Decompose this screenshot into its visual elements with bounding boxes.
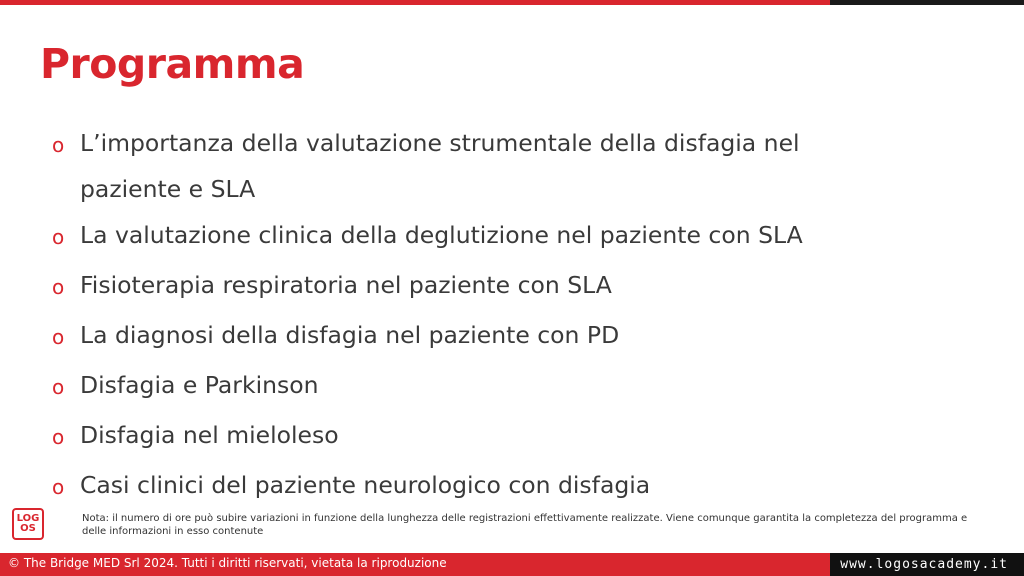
footer-bar <box>0 553 830 576</box>
circle-bullet-icon: o <box>52 375 65 399</box>
logo-text-line2: OS <box>20 523 36 534</box>
list-item <box>52 262 952 312</box>
circle-bullet-icon: o <box>52 133 65 157</box>
list-item <box>52 120 952 212</box>
agenda-item-text: La diagnosi della disfagia nel paziente con PD <box>80 321 620 349</box>
copyright-text: © The Bridge MED Srl 2024. Tutti i diritti riservati, vietata la riproduzione <box>8 556 447 570</box>
circle-bullet-icon: o <box>52 475 65 499</box>
website-link[interactable]: www.logosacademy.it <box>840 557 1008 572</box>
logo-text-line1: LOG <box>16 513 40 524</box>
circle-bullet-icon: o <box>52 275 65 299</box>
circle-bullet-icon: o <box>52 425 65 449</box>
disclaimer-note: Nota: il numero di ore può subire variazioni in funzione della lunghezza delle registrazioni effettivamente realizzate. Viene comunque garantita la completezza del programma e delle informazioni in esso contenute <box>82 513 968 537</box>
agenda-item-text: La valutazione clinica della deglutizione nel paziente con SLA <box>80 221 803 249</box>
logos-logo <box>12 508 44 540</box>
agenda-item-text: L’importanza della valutazione strumentale della disfagia nel paziente e SLA <box>80 129 800 203</box>
agenda-item-text: Disfagia nel mieloleso <box>80 421 339 449</box>
circle-bullet-icon: o <box>52 225 65 249</box>
list-item <box>52 212 952 262</box>
agenda-item-text: Fisioterapia respiratoria nel paziente con SLA <box>80 271 612 299</box>
agenda-item-text: Disfagia e Parkinson <box>80 371 319 399</box>
footer-website-bar <box>830 553 1024 576</box>
agenda-item-text: Casi clinici del paziente neurologico con disfagia <box>80 471 651 499</box>
agenda-list <box>52 120 952 512</box>
page-title: Programma <box>40 40 305 88</box>
circle-bullet-icon: o <box>52 325 65 349</box>
list-item <box>52 462 952 512</box>
top-dark-bar <box>830 0 1024 5</box>
list-item <box>52 412 952 462</box>
top-accent-bar <box>0 0 830 5</box>
list-item <box>52 312 952 362</box>
list-item <box>52 362 952 412</box>
